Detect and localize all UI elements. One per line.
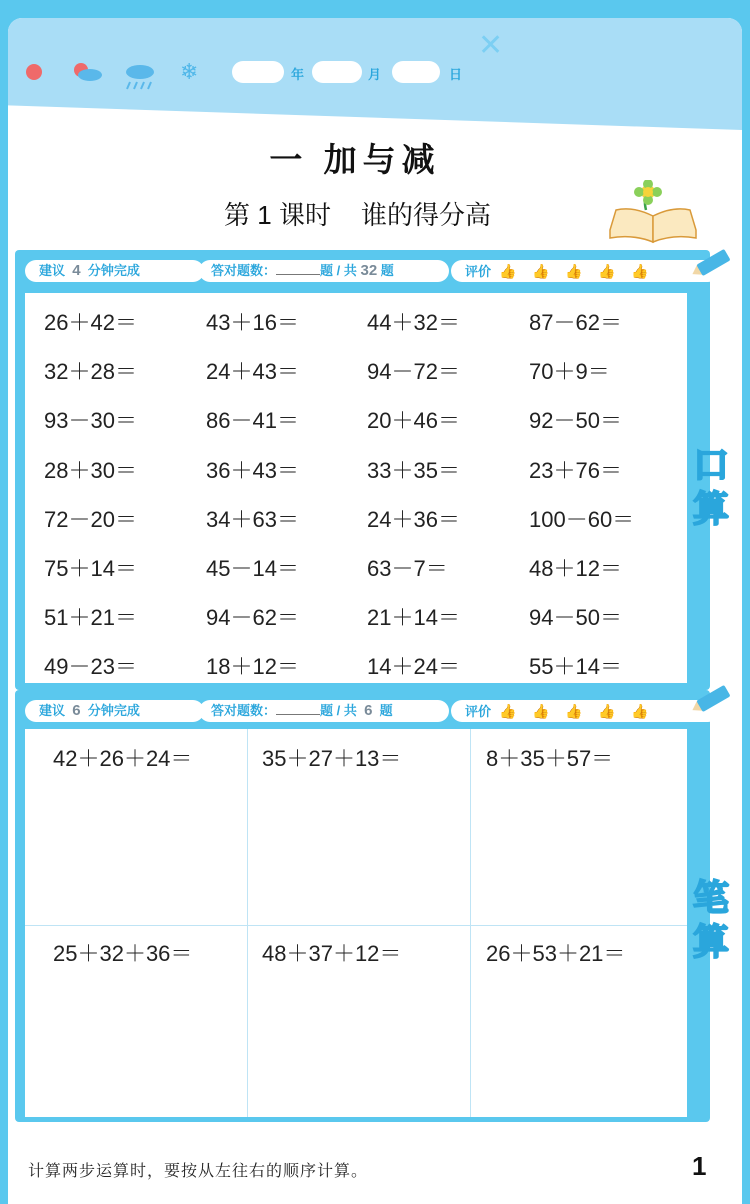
oral-problem: 94－50＝: [529, 605, 622, 630]
oral-problem: 86－41＝: [206, 408, 299, 433]
oral-problem: 51＋21＝: [44, 605, 137, 630]
thumb-icon[interactable]: 👍: [499, 703, 517, 719]
advice-minutes: 6: [72, 702, 81, 719]
side-char: 笔: [693, 877, 730, 918]
rating-pill: [451, 700, 719, 722]
day-field[interactable]: [392, 61, 440, 83]
year-field[interactable]: [232, 61, 284, 83]
book-flower-icon: [608, 180, 703, 248]
oral-problem: 45－14＝: [206, 556, 299, 581]
thumb-icon[interactable]: 👍: [565, 703, 583, 719]
oral-problem: 49－23＝: [44, 654, 137, 679]
written-problem: 42＋26＋24＝: [53, 746, 193, 771]
score-blank[interactable]: [276, 262, 320, 275]
written-problem: 26＋53＋21＝: [486, 941, 626, 966]
month-field[interactable]: [312, 61, 362, 83]
score-total-suffix: 题: [380, 263, 394, 278]
footer-tip: 计算两步运算时，要按从左往右的顺序计算。: [28, 1161, 369, 1180]
oral-problem: 44＋32＝: [367, 310, 460, 335]
advice-pill: [25, 260, 204, 282]
rating-label: 评价: [465, 704, 492, 719]
oral-problem: 94－72＝: [367, 359, 460, 384]
thumb-icon[interactable]: 👍: [565, 263, 583, 279]
thumb-icon[interactable]: 👍: [532, 263, 550, 279]
oral-problem: 55＋14＝: [529, 654, 622, 679]
oral-problem: 24＋43＝: [206, 359, 299, 384]
side-char: 算: [693, 488, 730, 529]
rain-icon[interactable]: [122, 62, 158, 92]
grid-divider: [25, 925, 687, 926]
oral-problem: 34＋63＝: [206, 507, 299, 532]
oral-problem: 72－20＝: [44, 507, 137, 532]
side-char: 口: [693, 444, 730, 485]
written-problem: 48＋37＋12＝: [262, 941, 402, 966]
grid-divider: [247, 729, 248, 1117]
oral-problem: 18＋12＝: [206, 654, 299, 679]
oral-problem: 100－60＝: [529, 507, 635, 532]
cloudy-icon[interactable]: [70, 60, 106, 84]
oral-problem: 28＋30＝: [44, 458, 137, 483]
oral-problem: 93－30＝: [44, 408, 137, 433]
score-total-suffix: 题: [379, 703, 393, 718]
lesson-number: 第 1 课时: [224, 200, 331, 230]
score-label: 答对题数：: [211, 263, 277, 278]
oral-problem: 36＋43＝: [206, 458, 299, 483]
day-label: 日: [449, 67, 463, 82]
written-problem: 35＋27＋13＝: [262, 746, 402, 771]
written-problem: 25＋32＋36＝: [53, 941, 193, 966]
oral-problem: 21＋14＝: [367, 605, 460, 630]
month-label: 月: [368, 67, 382, 82]
chapter-title: 一 加与减: [269, 141, 441, 178]
grid-divider: [470, 729, 471, 1117]
snow-icon[interactable]: ❄: [180, 59, 199, 84]
oral-problem: 24＋36＝: [367, 507, 460, 532]
oral-calc-side-label: [693, 443, 729, 531]
oral-problem: 23＋76＝: [529, 458, 622, 483]
score-total: 32: [360, 262, 378, 279]
thumb-icon[interactable]: 👍: [532, 703, 550, 719]
score-total-prefix: 题 / 共: [320, 703, 357, 718]
score-pill: [199, 700, 449, 722]
thumb-icon[interactable]: 👍: [598, 703, 616, 719]
thumb-icon[interactable]: 👍: [598, 263, 616, 279]
advice-prefix: 建议: [39, 703, 66, 718]
oral-problem: 87－62＝: [529, 310, 622, 335]
advice-prefix: 建议: [39, 263, 66, 278]
oral-problem: 92－50＝: [529, 408, 622, 433]
written-calc-panel: [25, 729, 687, 1117]
oral-problem: 48＋12＝: [529, 556, 622, 581]
score-blank[interactable]: [276, 702, 320, 715]
lesson-name: 谁的得分高: [360, 200, 491, 230]
decor-cross-icon: ✕: [478, 29, 504, 62]
thumb-icon[interactable]: 👍: [631, 263, 649, 279]
advice-minutes: 4: [72, 262, 81, 279]
oral-problem: 20＋46＝: [367, 408, 460, 433]
score-total-prefix: 题 / 共: [320, 263, 357, 278]
written-problem: 8＋35＋57＝: [486, 746, 614, 771]
oral-problem: 33＋35＝: [367, 458, 460, 483]
oral-problem: 14＋24＝: [367, 654, 460, 679]
page-number: 1: [692, 1151, 707, 1181]
year-label: 年: [291, 67, 305, 82]
side-char: 算: [693, 921, 730, 962]
sun-icon[interactable]: [22, 60, 46, 84]
oral-problem: 63－7＝: [367, 556, 448, 581]
score-label: 答对题数：: [211, 703, 277, 718]
score-pill: [199, 260, 449, 282]
oral-problem: 26＋42＝: [44, 310, 137, 335]
rating-pill: [451, 260, 719, 282]
oral-problem: 70＋9＝: [529, 359, 610, 384]
oral-problem: 75＋14＝: [44, 556, 137, 581]
thumb-icon[interactable]: 👍: [631, 703, 649, 719]
rating-label: 评价: [465, 264, 492, 279]
advice-suffix: 分钟完成: [87, 263, 140, 278]
oral-problem: 94－62＝: [206, 605, 299, 630]
oral-problem: 32＋28＝: [44, 359, 137, 384]
advice-suffix: 分钟完成: [87, 703, 140, 718]
score-total: 6: [364, 702, 373, 719]
advice-pill: [25, 700, 204, 722]
oral-problem: 43＋16＝: [206, 310, 299, 335]
written-calc-side-label: [693, 876, 729, 964]
thumb-icon[interactable]: 👍: [499, 263, 517, 279]
